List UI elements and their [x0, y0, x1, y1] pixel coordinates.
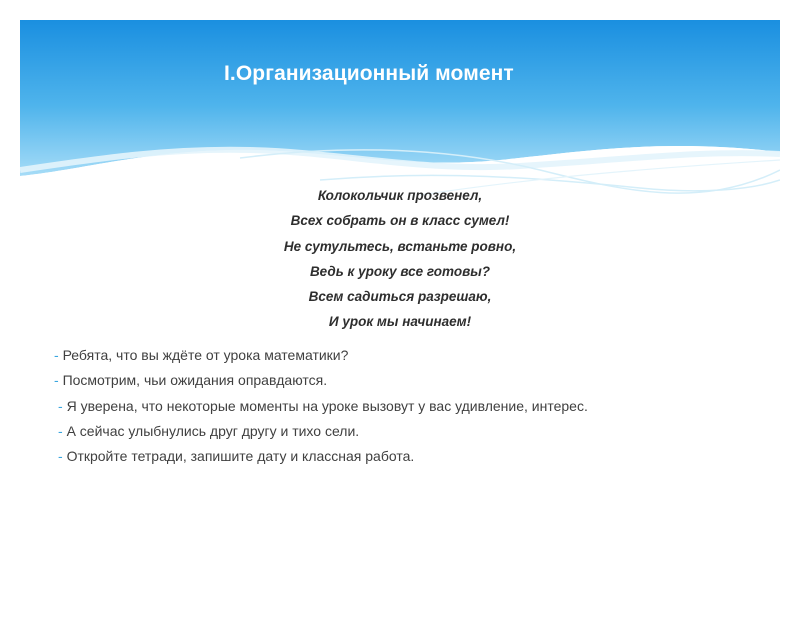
list-item	[54, 444, 588, 469]
bullet-text: Откройте тетради, запишите дату и классная работа.	[66, 448, 415, 465]
bullet-text: А сейчас улыбнулись друг другу и тихо сели.	[66, 422, 360, 439]
bullet-dash: -	[54, 347, 59, 363]
bullet-dash: -	[54, 372, 59, 389]
list-item	[54, 419, 588, 444]
poem-line: Всем садиться разрешаю,	[308, 289, 492, 305]
slide-title: I.Организационный момент	[224, 62, 514, 85]
list-item	[54, 343, 588, 368]
list-item	[54, 394, 588, 419]
bullet-list	[54, 343, 588, 469]
bullet-dash: -	[58, 397, 63, 414]
bullet-dash: -	[58, 422, 63, 439]
bullet-text: Посмотрим, чьи ожидания оправдаются.	[62, 372, 328, 389]
poem	[200, 183, 600, 335]
poem-line: Всех собрать он в класс сумел!	[290, 213, 510, 229]
poem-line: И урок мы начинаем!	[328, 314, 472, 330]
poem-line: Ведь к уроку все готовы?	[309, 263, 491, 279]
poem-line: Не сутультесь, встаньте ровно,	[283, 238, 517, 254]
poem-line: Колокольчик прозвенел,	[317, 188, 483, 203]
list-item	[54, 368, 588, 393]
bullet-text: Ребята, что вы ждёте от урока математики?	[62, 347, 349, 363]
bullet-text: Я уверена, что некоторые моменты на уроке вызовут у вас удивление, интерес.	[66, 397, 588, 414]
bullet-dash: -	[58, 448, 63, 465]
